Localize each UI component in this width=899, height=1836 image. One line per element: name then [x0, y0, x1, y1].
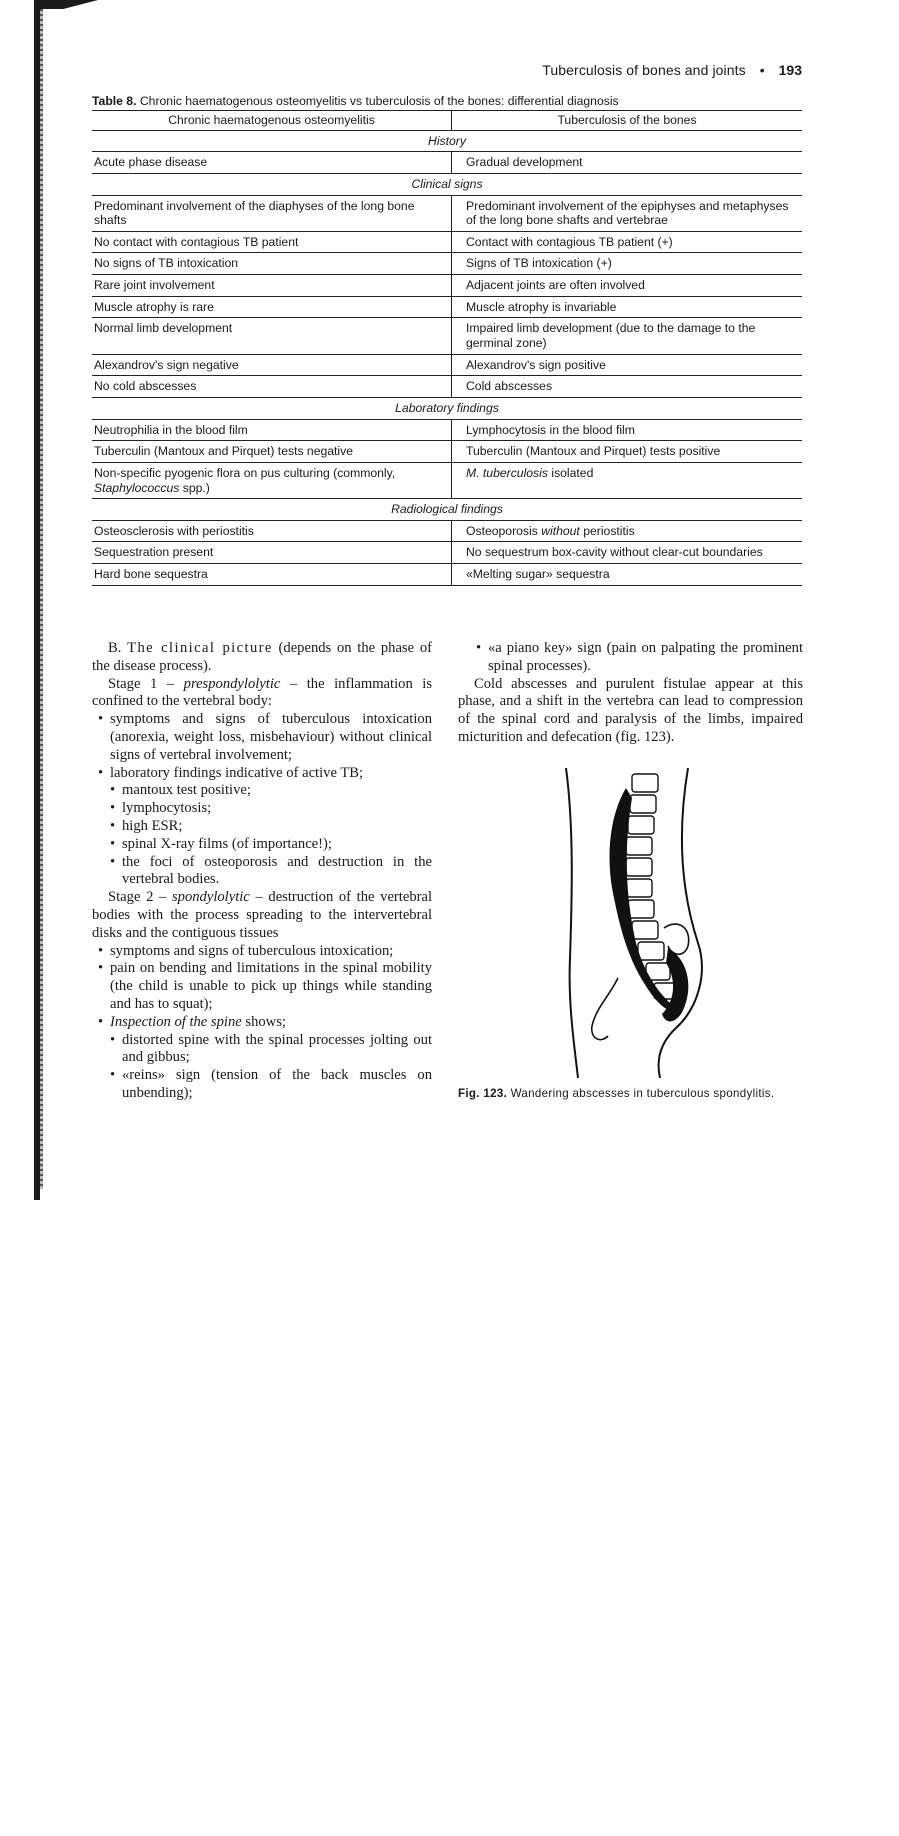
table-body	[92, 130, 802, 585]
inspection-term: Inspection of the spine	[110, 1013, 242, 1030]
table-cell-left: No signs of TB intoxication	[92, 253, 452, 275]
table-row	[92, 253, 802, 275]
table-cell-left: Predominant involvement of the diaphyses of the long bone shafts	[92, 195, 452, 231]
stage1-term: prespondylolytic	[183, 675, 281, 692]
running-bullet: •	[759, 62, 765, 78]
table-row	[92, 520, 802, 542]
inspection-rest: shows;	[245, 1013, 286, 1030]
section-title: Laboratory findings	[92, 397, 802, 419]
abscess-paragraph: Cold abscesses and purulent fistulae appear at this phase, and a shift in the vertebra can lead to compression of the spinal cord and paralysis of the limbs, impaired micturition and defecation (fig. 123).	[458, 675, 803, 745]
table-row	[92, 275, 802, 297]
running-title: Tuberculosis of bones and joints	[542, 62, 746, 78]
table-caption-label: Table 8.	[92, 94, 137, 108]
table-cell-left: Sequestration present	[92, 542, 452, 564]
table-cell-right: Tuberculin (Mantoux and Pirquet) tests positive	[452, 441, 803, 463]
col-header-right: Tuberculosis of the bones	[452, 111, 803, 131]
table-section-row	[92, 173, 802, 195]
table-row	[92, 419, 802, 441]
table-row	[92, 296, 802, 318]
table-row	[92, 376, 802, 398]
intro-spaced: The clinical picture	[127, 640, 273, 656]
intro-paragraph	[92, 640, 432, 676]
binding-edge	[40, 9, 43, 1189]
stage1-list	[92, 711, 432, 782]
page-number: 193	[778, 62, 802, 78]
table-cell-left: Osteosclerosis with periostitis	[92, 520, 452, 542]
list-item: • «reins» sign (tension of the back muscles on unbending);	[92, 1067, 432, 1103]
table-caption	[92, 94, 804, 108]
table-cell-left: Acute phase disease	[92, 152, 452, 174]
spine-abscess-illustration	[548, 768, 718, 1078]
table-section-row	[92, 397, 802, 419]
stage2-paragraph	[92, 889, 432, 942]
stage1-rest: – the inflammation is confined to the vertebral body:	[92, 675, 433, 710]
table-cell-right: Gradual development	[452, 152, 803, 174]
stage2-rest: – destruction of the vertebral bodies with the process spreading to the intervertebral disks and the contiguous tissues	[92, 889, 433, 941]
stage2-lead: Stage 2 –	[108, 889, 167, 906]
table-row	[92, 542, 802, 564]
table-cell-left: Muscle atrophy is rare	[92, 296, 452, 318]
continued-list	[458, 640, 803, 676]
col-header-left: Chronic haematogenous osteomyelitis	[92, 111, 452, 131]
list-item: • spinal X-ray films (of importance!);	[92, 836, 432, 854]
section-title: Clinical signs	[92, 173, 802, 195]
stage2-list	[92, 943, 432, 1032]
table-cell-left: Normal limb development	[92, 318, 452, 354]
list-item: • «a piano key» sign (pain on palpating the prominent spinal processes).	[458, 640, 803, 676]
table-cell-right: Signs of TB intoxication (+)	[452, 253, 803, 275]
running-head	[490, 62, 802, 78]
table-cell-right: Lymphocytosis in the blood film	[452, 419, 803, 441]
table-cell-right: «Melting sugar» sequestra	[452, 564, 803, 586]
table-section-row	[92, 499, 802, 521]
intro-letter: B.	[108, 640, 122, 656]
list-item: • the foci of osteoporosis and destruction in the vertebral bodies.	[92, 854, 432, 890]
list-item: • laboratory findings indicative of active TB;	[92, 765, 432, 783]
table-row	[92, 195, 802, 231]
figure-label: Fig. 123.	[458, 1087, 508, 1100]
table-cell-left: No cold abscesses	[92, 376, 452, 398]
table-section-row	[92, 130, 802, 152]
table-cell-right: Cold abscesses	[452, 376, 803, 398]
table-row	[92, 231, 802, 253]
list-item: • symptoms and signs of tuberculous intoxication (anorexia, weight loss, misbehaviour) without clinical signs of vertebral involvement;	[92, 711, 432, 764]
list-item: • pain on bending and limitations in the spinal mobility (the child is unable to pick up things while standing and has to squat);	[92, 960, 432, 1013]
list-item: • high ESR;	[92, 818, 432, 836]
table-row	[92, 564, 802, 586]
right-column	[458, 640, 803, 747]
table-cell-right: Impaired limb development (due to the damage to the germinal zone)	[452, 318, 803, 354]
table-row	[92, 462, 802, 498]
table-header-row	[92, 111, 802, 131]
binding-corner	[40, 0, 98, 9]
table-cell-left: Hard bone sequestra	[92, 564, 452, 586]
table-cell-left: Non-specific pyogenic flora on pus culturing (commonly, Staphylococcus spp.)	[92, 462, 452, 498]
stage1-sublist	[92, 782, 432, 889]
left-column	[92, 640, 432, 1103]
figure-caption	[458, 1086, 803, 1101]
table-cell-right: Predominant involvement of the epiphyses and metaphyses of the long bone shafts and vertebrae	[452, 195, 803, 231]
table-cell-left: Tuberculin (Mantoux and Pirquet) tests negative	[92, 441, 452, 463]
table-cell-right: Adjacent joints are often involved	[452, 275, 803, 297]
table-cell-right: Alexandrov's sign positive	[452, 354, 803, 376]
table-row	[92, 354, 802, 376]
table-caption-text: Chronic haematogenous osteomyelitis vs tuberculosis of the bones: differential diagnosis	[139, 94, 619, 108]
table-row	[92, 318, 802, 354]
table-cell-right: Contact with contagious TB patient (+)	[452, 231, 803, 253]
differential-table	[92, 110, 802, 586]
table-cell-right: No sequestrum box-cavity without clear-cut boundaries	[452, 542, 803, 564]
table-row	[92, 441, 802, 463]
table-cell-right: Osteoporosis without periostitis	[452, 520, 803, 542]
list-item: • symptoms and signs of tuberculous intoxication;	[92, 943, 432, 961]
section-title: Radiological findings	[92, 499, 802, 521]
section-title: History	[92, 130, 802, 152]
list-item: • distorted spine with the spinal processes jolting out and gibbus;	[92, 1032, 432, 1068]
inspection-sublist	[92, 1032, 432, 1103]
list-item	[92, 1014, 432, 1032]
stage2-term: spondylolytic	[171, 889, 250, 906]
table-cell-right: M. tuberculosis isolated	[452, 462, 803, 498]
list-item: • lymphocytosis;	[92, 800, 432, 818]
table-cell-left: No contact with contagious TB patient	[92, 231, 452, 253]
intro-rest: (depends on the phase of the disease process).	[92, 640, 432, 674]
table-row	[92, 152, 802, 174]
table-cell-left: Rare joint involvement	[92, 275, 452, 297]
table-cell-left: Alexandrov's sign negative	[92, 354, 452, 376]
stage1-lead: Stage 1 –	[108, 675, 175, 692]
list-item: • mantoux test positive;	[92, 782, 432, 800]
table-cell-right: Muscle atrophy is invariable	[452, 296, 803, 318]
table-cell-left: Neutrophilia in the blood film	[92, 419, 452, 441]
figure-caption-text: Wandering abscesses in tuberculous spondylitis.	[510, 1087, 775, 1100]
stage1-paragraph	[92, 676, 432, 712]
